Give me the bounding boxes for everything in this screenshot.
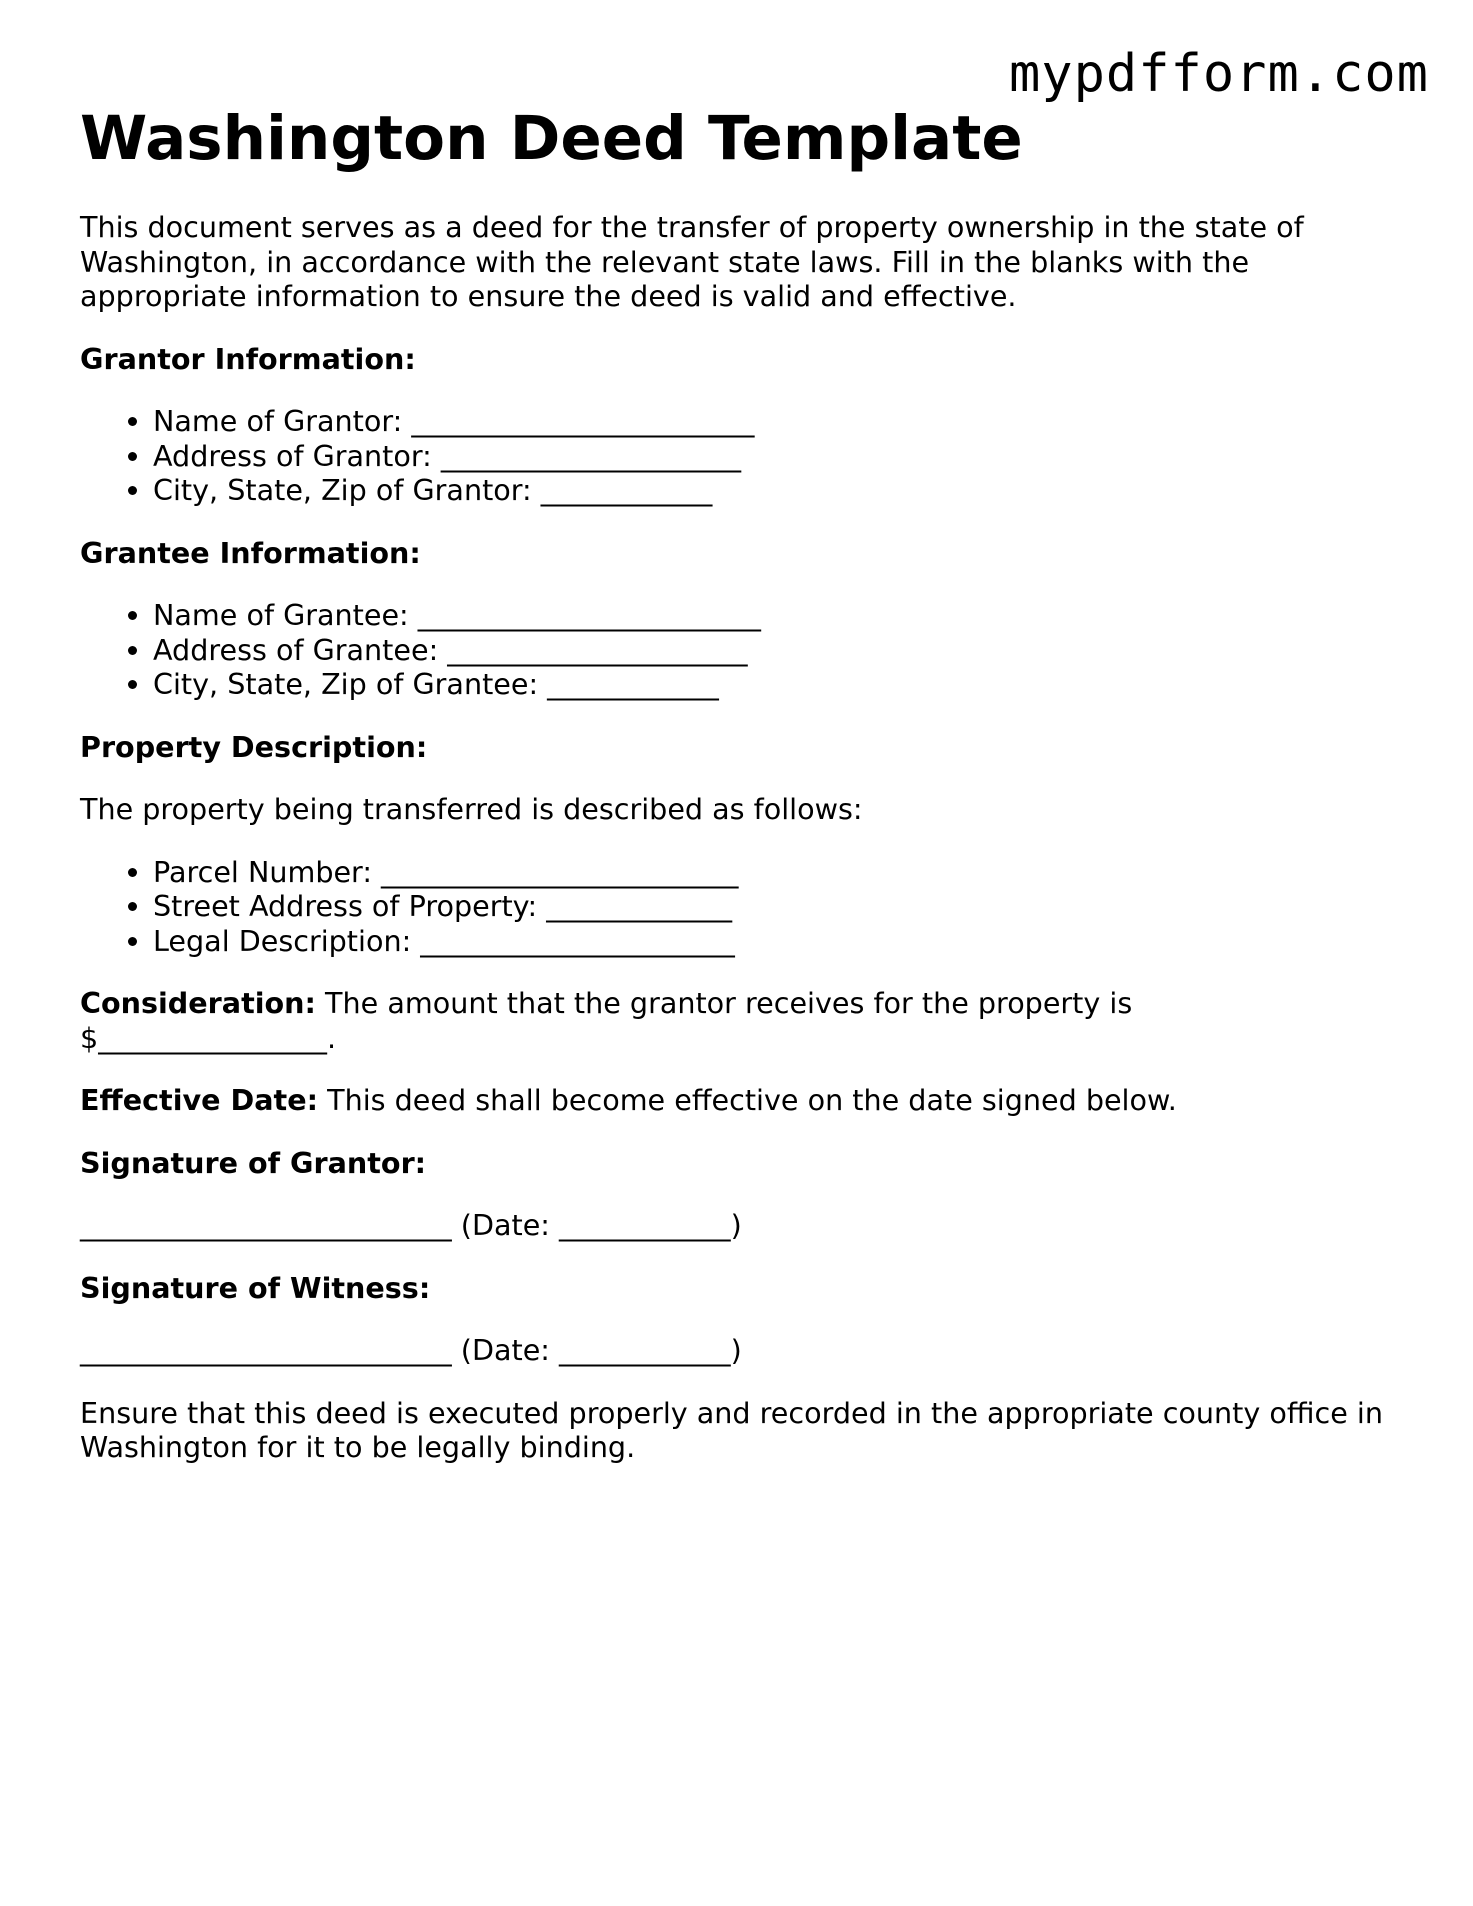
effective-date-label: Effective Date: — [80, 1083, 319, 1117]
property-field-list — [80, 855, 1390, 959]
consideration-label: Consideration: — [80, 986, 316, 1020]
intro-paragraph: This document serves as a deed for the transfer of property ownership in the state of Washington, in accordance with the relevant state laws. Fill in the blanks with the appropriate information to ensure the deed is valid and effective. — [80, 210, 1304, 313]
grantor-signature-line: __________________________ (Date: ____________) — [80, 1208, 742, 1242]
grantor-field-list — [80, 404, 1390, 508]
document-page — [80, 102, 1390, 1465]
grantee-heading: Grantee Information: — [80, 535, 421, 570]
grantee-city-state-zip-field: • City, State, Zip of Grantee: ____________ — [153, 667, 1390, 702]
effective-date-text: This deed shall become effective on the date signed below. — [318, 1083, 1177, 1117]
consideration-text: The amount that the grantor receives for the property is $________________. — [80, 986, 1133, 1055]
witness-signature-heading: Signature of Witness: — [80, 1270, 431, 1305]
grantor-city-state-zip-field: • City, State, Zip of Grantor: ____________ — [153, 473, 1390, 508]
property-description-text: The property being transferred is described as follows: — [80, 792, 863, 826]
grantee-field-list — [80, 598, 1390, 702]
document-title: Washington Deed Template — [80, 103, 1023, 174]
grantor-name-field: • Name of Grantor: ________________________ — [153, 404, 1390, 439]
parcel-number-field: • Parcel Number: _________________________ — [153, 855, 1390, 890]
consideration-paragraph — [80, 986, 1390, 1055]
grantee-address-field: • Address of Grantee: _____________________ — [153, 633, 1390, 668]
grantor-address-field: • Address of Grantor: _____________________ — [153, 439, 1390, 474]
grantee-name-field: • Name of Grantee: ________________________ — [153, 598, 1390, 633]
property-heading: Property Description: — [80, 729, 428, 764]
watermark-text: mypdfform.com — [1009, 44, 1429, 104]
legal-description-field: • Legal Description: ______________________ — [153, 924, 1390, 959]
grantor-signature-heading: Signature of Grantor: — [80, 1145, 427, 1180]
effective-date-paragraph — [80, 1083, 1390, 1118]
witness-signature-line: __________________________ (Date: ____________) — [80, 1333, 742, 1367]
street-address-field: • Street Address of Property: _____________ — [153, 889, 1390, 924]
grantor-heading: Grantor Information: — [80, 341, 416, 376]
closing-paragraph: Ensure that this deed is executed properly and recorded in the appropriate county office in Washington for it to be legally binding. — [80, 1395, 1383, 1464]
